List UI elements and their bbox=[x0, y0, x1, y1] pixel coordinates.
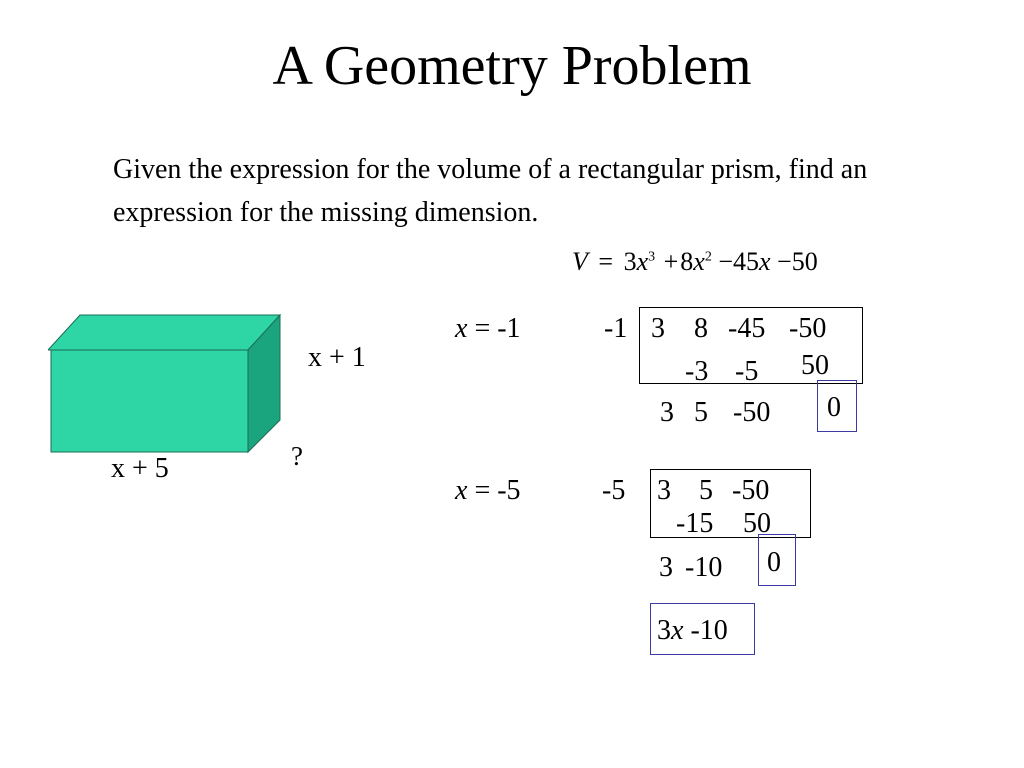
prism-top-face bbox=[48, 315, 280, 350]
division1-root bbox=[455, 315, 521, 343]
division2-coef: -50 bbox=[732, 475, 770, 506]
eq-volume-symbol: V bbox=[572, 247, 588, 276]
eq-minus: − bbox=[718, 247, 733, 276]
division1-result: -50 bbox=[733, 397, 771, 428]
eq-equals: = bbox=[598, 247, 614, 276]
division1-divisor: -1 bbox=[604, 313, 628, 344]
division1-coef: -50 bbox=[789, 313, 827, 344]
eq-exp-2: 2 bbox=[704, 249, 712, 265]
division1-equals: = bbox=[474, 313, 491, 344]
eq-var-x: x bbox=[636, 247, 649, 276]
eq-var-x: x bbox=[759, 247, 771, 276]
division2-product: 50 bbox=[743, 508, 771, 539]
division2-divisor: -5 bbox=[602, 475, 626, 506]
division1-product: 50 bbox=[801, 350, 829, 381]
prism-label-height: x + 1 bbox=[308, 342, 366, 373]
prism-label-length: x + 5 bbox=[111, 453, 169, 484]
division2-value: -5 bbox=[497, 475, 521, 506]
eq-exp-3: 3 bbox=[648, 249, 656, 265]
rectangular-prism bbox=[48, 314, 288, 454]
division2-root bbox=[455, 477, 521, 505]
division1-product: -5 bbox=[735, 356, 759, 387]
eq-coef-3: 3 bbox=[623, 247, 637, 276]
division2-result: 3 bbox=[659, 552, 673, 583]
division1-remainder: 0 bbox=[827, 392, 841, 423]
division1-coef: -45 bbox=[728, 313, 766, 344]
division2-coef: 3 bbox=[657, 475, 671, 506]
eq-var-x: x bbox=[693, 247, 705, 276]
division1-value: -1 bbox=[497, 313, 521, 344]
prism-label-depth: ? bbox=[291, 441, 303, 471]
division1-result: 3 bbox=[660, 397, 674, 428]
eq-minus: − bbox=[777, 247, 792, 276]
division2-product: -15 bbox=[676, 508, 714, 539]
eq-coef-8: 8 bbox=[680, 247, 694, 276]
eq-coef-45: 45 bbox=[733, 247, 759, 276]
answer-expression bbox=[657, 617, 728, 645]
division2-var: x bbox=[455, 475, 468, 506]
answer-const: -10 bbox=[690, 615, 728, 646]
division1-product: -3 bbox=[685, 356, 709, 387]
prism-front-face bbox=[51, 350, 248, 452]
answer-coef: 3 bbox=[657, 615, 671, 646]
problem-description: Given the expression for the volume of a rectangular prism, find an expression for the missing dimension. bbox=[113, 154, 868, 228]
eq-const-50: 50 bbox=[791, 247, 818, 276]
eq-plus: + bbox=[663, 247, 679, 276]
division1-var: x bbox=[455, 313, 468, 344]
division2-bracket bbox=[650, 469, 811, 538]
answer-var: x bbox=[671, 615, 684, 646]
division2-remainder: 0 bbox=[767, 547, 781, 578]
division1-result: 5 bbox=[694, 397, 708, 428]
division1-coef: 3 bbox=[651, 313, 665, 344]
division1-coef: 8 bbox=[694, 313, 708, 344]
division2-result: -10 bbox=[685, 552, 723, 583]
slide-title: A Geometry Problem bbox=[272, 35, 752, 97]
volume-equation bbox=[572, 249, 818, 275]
division2-coef: 5 bbox=[699, 475, 713, 506]
division2-equals: = bbox=[474, 475, 491, 506]
